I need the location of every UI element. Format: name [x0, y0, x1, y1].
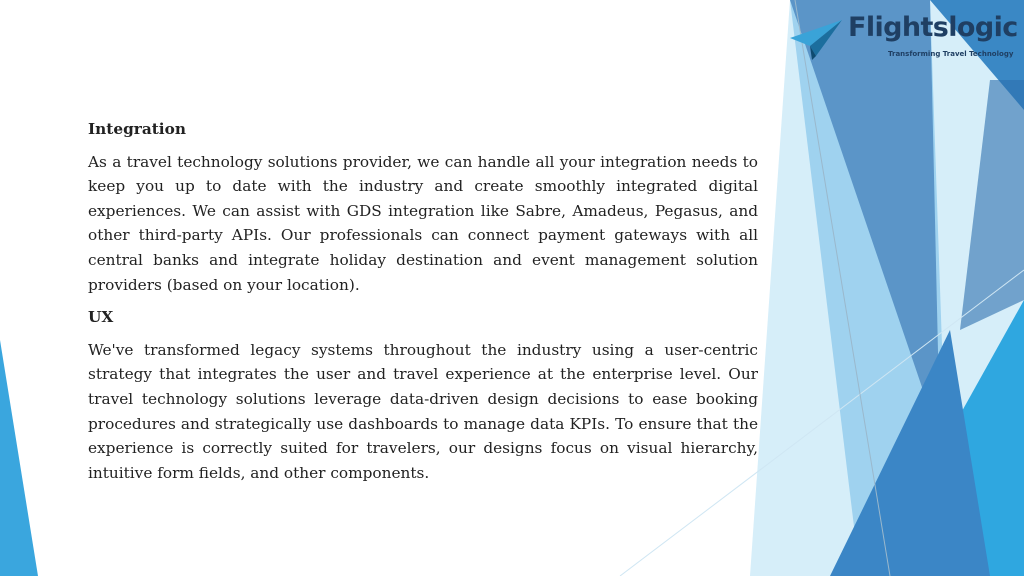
section-heading-integration: Integration — [88, 120, 186, 138]
paper-plane-icon — [788, 16, 844, 60]
brand-name: Flightslogic — [848, 12, 1018, 43]
brand-tagline: Transforming Travel Technology — [888, 50, 1014, 58]
section-heading-ux: UX — [88, 308, 114, 327]
left-corner-shape — [0, 340, 38, 576]
section-body-ux: We've transformed legacy systems throughout the industry using a user-centric strategy that integrates the user and travel experience at the enterprise level. Our travel technology solutions leverage data-driven design decisions to ease booking procedures and strategically use dashboards to manage data KPIs. To ensure that the experience is correctly suited for travelers, our designs focus on visual hierarchy, intuitive form fields, and other components. — [88, 340, 758, 482]
brand-logo — [788, 10, 1016, 62]
main-content — [88, 117, 758, 493]
section-body-integration: As a travel technology solutions provider, we can handle all your integration needs to keep you up to date with the industry and create smoothly integrated digital experiences. We can assist with GDS integration like Sabre, Amadeus, Pegasus, and other third-party APIs. Our professionals can connect payment gateways with all central banks and integrate holiday destination and event management solution providers (based on your location). — [88, 152, 758, 294]
